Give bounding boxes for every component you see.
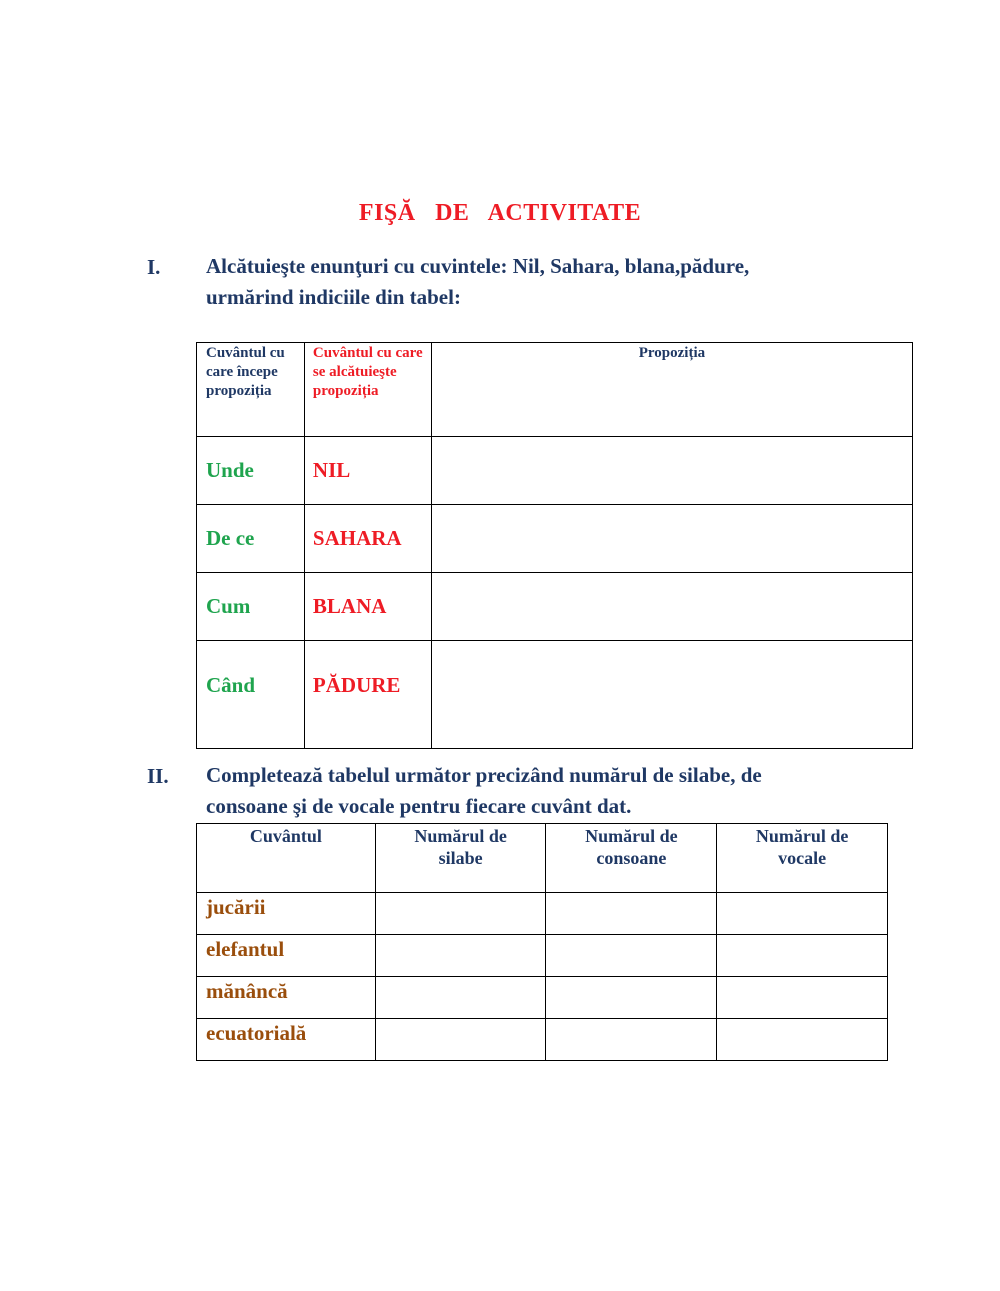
sentence-answer-cell[interactable]	[431, 505, 912, 573]
section-1-line-2: urmărind indiciile din tabel:	[206, 285, 461, 309]
table-row	[197, 893, 888, 935]
sentence-answer-cell[interactable]	[431, 437, 912, 505]
consonants-answer-cell[interactable]	[546, 893, 717, 935]
word-cell: jucării	[197, 893, 376, 935]
word-cell: mănâncă	[197, 977, 376, 1019]
key-word-cell: BLANA	[304, 573, 431, 641]
header-key-word: Cuvântul cu care se alcătuieşte propoziția	[304, 343, 431, 437]
sentence-answer-cell[interactable]	[431, 573, 912, 641]
consonants-answer-cell[interactable]	[546, 977, 717, 1019]
key-word-cell: SAHARA	[304, 505, 431, 573]
vowels-answer-cell[interactable]	[717, 1019, 888, 1061]
table-row	[197, 573, 913, 641]
syllables-answer-cell[interactable]	[375, 1019, 546, 1061]
header-sentence: Propoziția	[431, 343, 912, 437]
vowels-answer-cell[interactable]	[717, 893, 888, 935]
start-word-cell: De ce	[197, 505, 305, 573]
section-1-number: I.	[147, 255, 161, 279]
key-word-cell: PĂDURE	[304, 641, 431, 749]
table-row	[197, 437, 913, 505]
key-word-cell: NIL	[304, 437, 431, 505]
section-2-instructions	[206, 760, 762, 822]
sentence-table-header	[197, 343, 913, 437]
syllables-answer-cell[interactable]	[375, 935, 546, 977]
table-row	[197, 641, 913, 749]
table-row	[197, 977, 888, 1019]
sentence-table	[196, 342, 913, 749]
section-2-line-1: Completează tabelul următor precizând numărul de silabe, de	[206, 763, 762, 787]
start-word-cell: Unde	[197, 437, 305, 505]
word-analysis-header	[197, 824, 888, 893]
vowels-answer-cell[interactable]	[717, 977, 888, 1019]
table-row	[197, 935, 888, 977]
word-cell: elefantul	[197, 935, 376, 977]
section-1-line-1: Alcătuieşte enunţuri cu cuvintele: Nil, Sahara, blana,pădure,	[206, 254, 750, 278]
header-vowels: Numărul de vocale	[717, 824, 888, 893]
start-word-cell: Cum	[197, 573, 305, 641]
section-2-line-2: consoane şi de vocale pentru fiecare cuvânt dat.	[206, 794, 632, 818]
consonants-answer-cell[interactable]	[546, 935, 717, 977]
header-start-word: Cuvântul cu care începe propoziția	[197, 343, 305, 437]
consonants-answer-cell[interactable]	[546, 1019, 717, 1061]
vowels-answer-cell[interactable]	[717, 935, 888, 977]
header-syllables: Numărul de silabe	[375, 824, 546, 893]
word-analysis-table	[196, 823, 888, 1061]
syllables-answer-cell[interactable]	[375, 893, 546, 935]
section-2-number: II.	[147, 764, 169, 788]
worksheet-title: FIŞĂ DE ACTIVITATE	[358, 200, 642, 226]
word-cell: ecuatorială	[197, 1019, 376, 1061]
section-1-instructions	[206, 251, 749, 313]
table-row	[197, 1019, 888, 1061]
syllables-answer-cell[interactable]	[375, 977, 546, 1019]
table-row	[197, 505, 913, 573]
header-word: Cuvântul	[197, 824, 376, 893]
start-word-cell: Când	[197, 641, 305, 749]
sentence-answer-cell[interactable]	[431, 641, 912, 749]
header-consonants: Numărul de consoane	[546, 824, 717, 893]
